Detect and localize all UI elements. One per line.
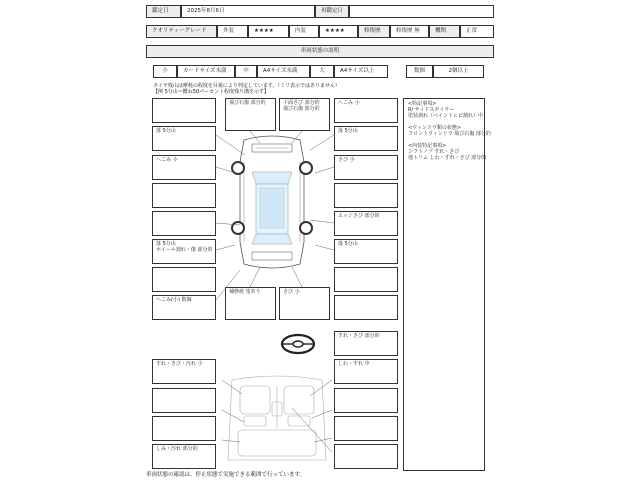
repair-history-value: 修復歴 無	[390, 25, 429, 38]
callout-bottom-1: 補修痕 塗あり	[225, 287, 276, 320]
callout-right-11	[334, 388, 398, 413]
appraisal-date-label: 鑑定日	[146, 5, 181, 18]
callout-left-8: へこみ(小) 数個	[152, 295, 216, 320]
interior-label: 内装	[289, 25, 319, 38]
notes-panel	[403, 98, 491, 471]
engine-label: 機関	[429, 25, 460, 38]
callout-right-12	[334, 416, 398, 441]
callout-right-9: すれ・さび 部分的	[334, 331, 398, 356]
notes-interior-item1: シフトノブ すれ・さび	[408, 149, 460, 155]
callout-right-5: エッジさび 部分的	[334, 211, 398, 236]
reappraisal-date-label: 再鑑定日	[315, 5, 349, 18]
notes-window-item1: フロントウィンドウ 飛び石傷 部分的	[408, 131, 491, 137]
callout-right-3: さび 小	[334, 155, 398, 180]
exterior-label: 外装	[217, 25, 248, 38]
callout-left-3: へこみ 小	[152, 155, 216, 180]
reappraisal-date-value	[349, 5, 494, 18]
size-medium-code: 中	[235, 65, 257, 78]
notes-special-item2: 塗装剥れ（ペイントヒビ割れ）中	[408, 113, 484, 119]
quality-grade-label: クオリティーグレード	[146, 25, 217, 38]
notes-interior-heading: <内装特記事項>	[408, 143, 447, 149]
callout-left-2: 落 5分山	[152, 126, 216, 151]
interior-diagram	[222, 372, 332, 467]
callout-leader-lines	[150, 95, 410, 325]
callout-left-int-2	[152, 388, 216, 413]
callout-left-int-4: しみ・汚れ 部分的	[152, 444, 216, 469]
callout-right-2: 落 5分山	[334, 126, 398, 151]
repair-history-label: 修復歴	[358, 25, 390, 38]
engine-value: 正常	[460, 25, 494, 38]
callout-bottom-2: さび 小	[279, 287, 330, 320]
notes-window-heading: <ウィンドウ類の状態>	[408, 125, 462, 131]
callout-right-1: へこみ 小	[334, 98, 398, 123]
section-title: 車両状態の説明	[146, 45, 494, 58]
callout-right-13	[334, 444, 398, 469]
size-small-code: 小	[153, 65, 177, 78]
notes-interior-item2: 他トリム しわ・すれ・さび 部分的	[408, 155, 487, 161]
count-desc: 2個以上	[433, 65, 484, 78]
appraisal-date-value: 2025年8月6日	[181, 5, 315, 18]
size-large-desc: A4サイズ以上	[334, 65, 388, 78]
count-label: 数個	[406, 65, 433, 78]
callout-top-1: 飛び石傷 部分的	[225, 98, 276, 131]
size-large-code: 大	[310, 65, 334, 78]
notes-special-heading: <特記事項>	[408, 101, 437, 107]
size-medium-desc: A4サイズ未満	[257, 65, 310, 78]
size-small-desc: カードサイズ未満	[177, 65, 235, 78]
footer-note: 車両状態の確認は、停止状態で実施できる範囲で行っています。	[146, 472, 306, 478]
callout-right-10: しわ・すれ 中	[334, 359, 398, 384]
interior-rating: ★★★★	[319, 25, 358, 38]
tire-note-line1: タイヤ残山は摩耗の程度を目視により判定しています。（ミリ表示ではありません）	[153, 83, 341, 89]
callout-left-int-1: すれ・さび・汚れ 小	[152, 359, 216, 384]
steering-wheel-icon	[280, 333, 316, 355]
callout-top-2: 下面さび 部分的 飛び石傷 部分的	[279, 98, 330, 131]
notes-special-item1: R/ サイドスポイラー	[408, 107, 455, 113]
tire-note-line2: 【例 5分山＝概ね50パーセント程度残り溝を示す】	[153, 89, 270, 95]
callout-left-int-3	[152, 416, 216, 441]
exterior-rating: ★★★★	[248, 25, 289, 38]
callout-right-6: 落 5分山	[334, 239, 398, 264]
callout-left-6: 落 5分山 ホイール割れ・傷 部分的	[152, 239, 216, 264]
